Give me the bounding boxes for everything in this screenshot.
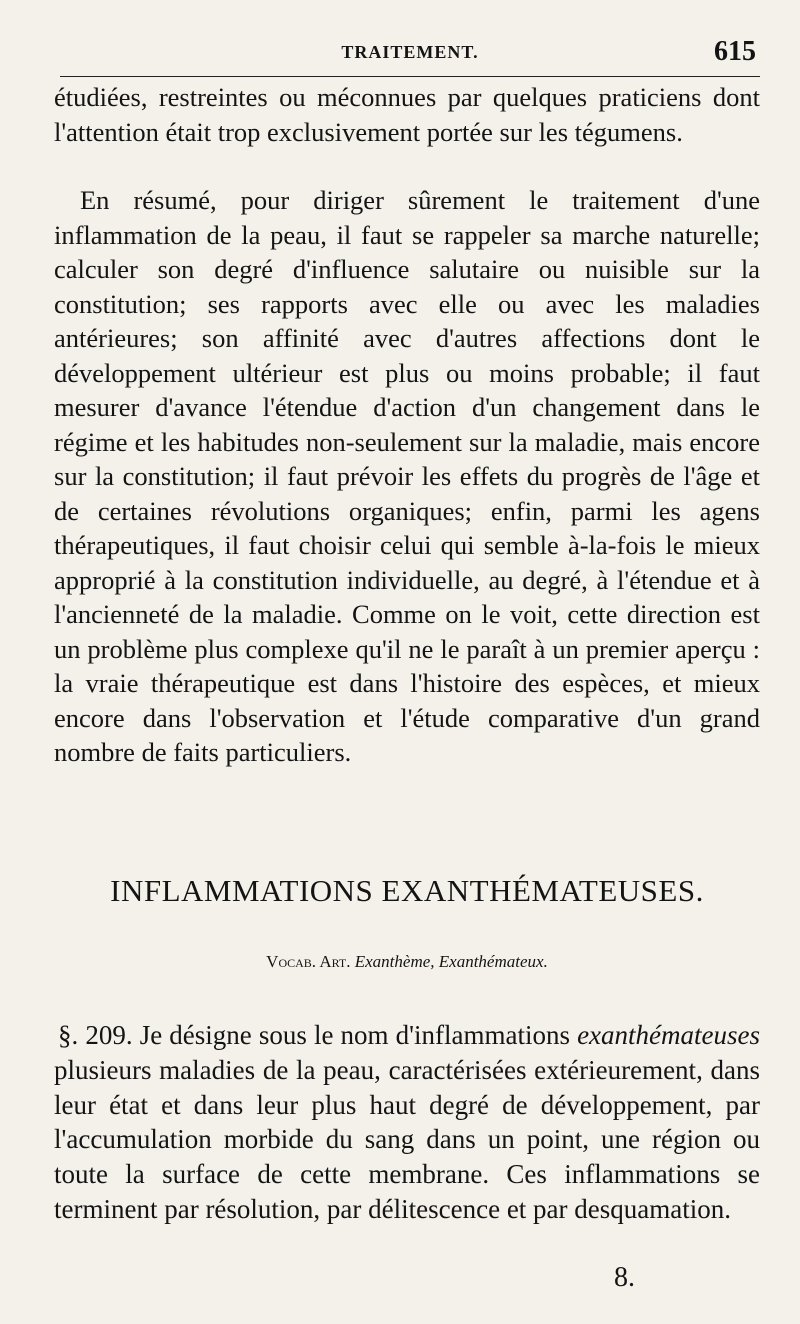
section-number: §. 209.	[58, 1020, 133, 1050]
vocab-label: Vocab. Art.	[266, 952, 351, 971]
vocab-term: Exanthème,	[354, 952, 435, 971]
vocab-term: Exanthémateux.	[438, 952, 548, 971]
paragraph-text: étudiées, restreintes ou méconnues par quelques praticiens dont l'attention était trop exclusivement portée sur les tégumens.	[54, 82, 760, 147]
running-title: TRAITEMENT.	[341, 42, 479, 62]
signature-mark: 8.	[614, 1262, 635, 1293]
paragraph-text-segment: plusieurs maladies de la peau, caractérisées extérieurement, dans leur état et dans leur plus haut degré de développement, par l'accumulation morbide du sang dans un point, une région ou toute la surface de cette membrane. Ces inflammations se terminent par résolution, par délitescence et par desquamation.	[54, 1054, 760, 1224]
vocabulary-reference	[54, 952, 760, 972]
section-heading: INFLAMMATIONS EXANTHÉMATEUSES.	[110, 873, 704, 908]
paragraph-text-segment: Je désigne sous le nom d'inflammations	[132, 1020, 578, 1050]
running-head	[60, 36, 760, 76]
paragraph-text	[54, 1018, 760, 1227]
paragraph-text: En résumé, pour diriger sûrement le traitement d'une inflammation de la peau, il faut se rappeler sa marche naturelle; calculer son degré d'influence salutaire ou nuisible sur la constitution; ses rapports avec elle ou avec les maladies antérieures; son affinité avec d'autres affections dont le développement ultérieur est plus ou moins probable; il faut mesurer d'avance l'étendue d'action d'un changement dans le régime et les habitudes non-seulement sur la maladie, mais encore sur la constitution; il faut prévoir les effets du progrès de l'âge et de certaines révolutions organiques; enfin, parmi les agens thérapeutiques, il faut choisir celui qui semble à-la-fois le mieux approprié à la constitution individuelle, au degré, à l'étendue et à l'ancienneté de la maladie. Comme on le voit, cette direction est un problème plus complexe qu'il ne le paraît à un premier aperçu : la vraie thérapeutique est dans l'histoire des espèces, et mieux encore dans l'observation et l'étude comparative d'un grand nombre de faits particuliers.	[54, 185, 760, 767]
page-number: 615	[714, 36, 756, 67]
summary-paragraph	[54, 183, 760, 770]
header-rule	[60, 76, 760, 77]
continued-paragraph	[54, 80, 760, 149]
emphasized-term: exanthémateuses	[577, 1020, 760, 1050]
section-paragraph	[54, 1018, 760, 1227]
